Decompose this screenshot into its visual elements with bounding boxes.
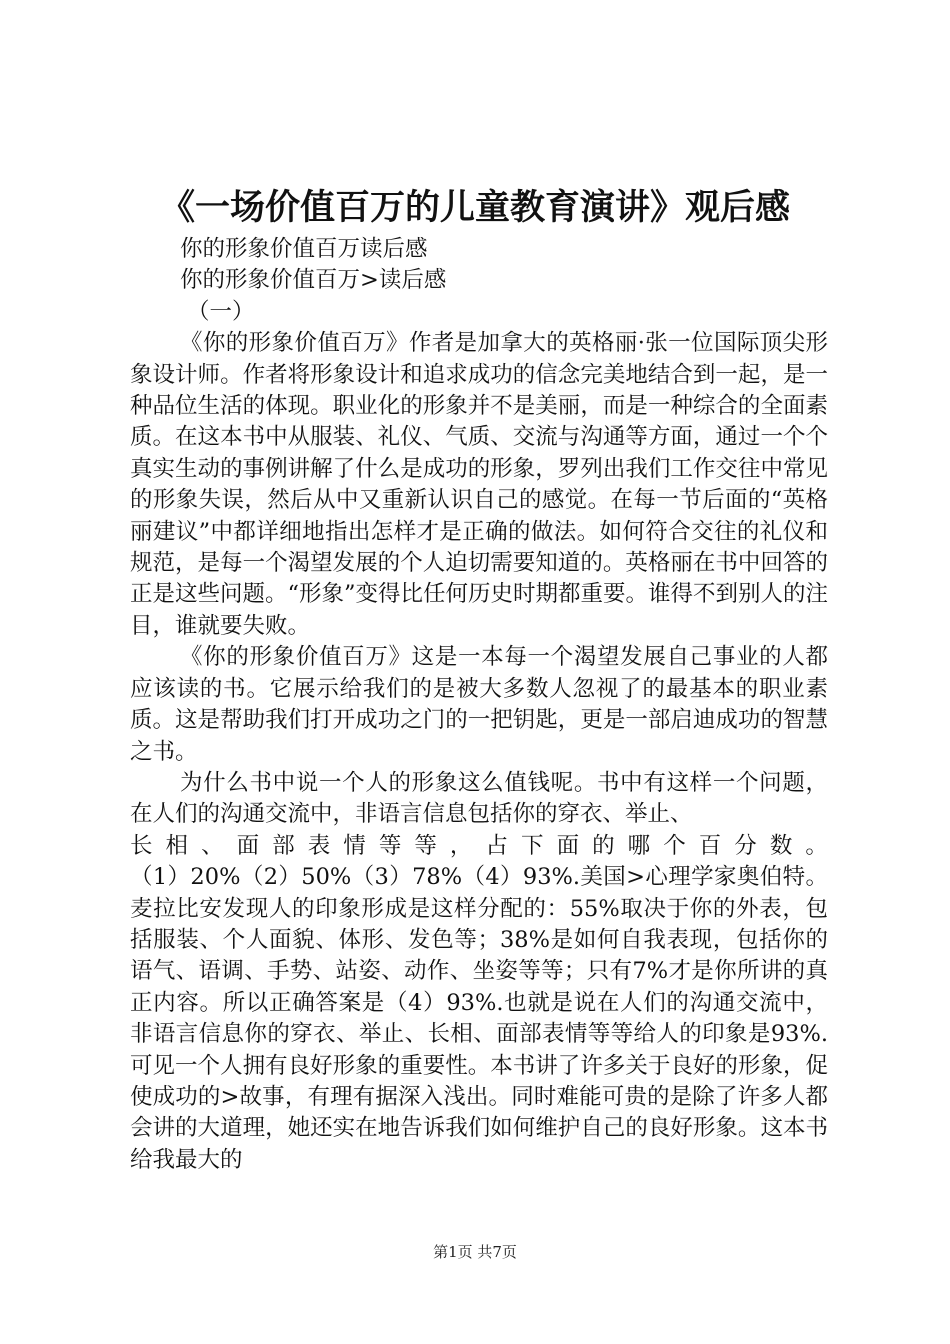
document-body <box>130 234 828 1176</box>
paragraph-3-spaced-line <box>130 831 828 862</box>
spaced-char: 情 <box>343 832 366 859</box>
document-title: 《一场价值百万的儿童教育演讲》观后感 <box>159 187 790 228</box>
section-marker: （一） <box>187 298 255 325</box>
spaced-char: 。 <box>805 832 828 859</box>
spaced-char: 、 <box>201 832 224 859</box>
spaced-char: 哪 <box>627 832 651 859</box>
paragraph-1: 《你的形象价值百万》作者是加拿大的英格丽·张一位国际顶尖形象设计师。作者将形象设计和追求成功的信念完美地结合到一起，是一种品位生活的体现。职业化的形象并不是美丽，而是一种综合的全面素质。在这本书中从服装、礼仪、气质、交流与沟通等方面，通过一个个真实生动的事例讲解了什么是成功的形象，罗列出我们工作交往中常见的形象失误，然后从中又重新认识自己的感觉。在每一节后面的“英格丽建议”中都详细地指出怎样才是正确的做法。如何符合交往的礼仪和规范，是每一个渴望发展的个人迫切需要知道的。英格丽在书中回答的正是这些问题。“形象”变得比任何历史时期都重要。谁得不到别人的注目，谁就要失败。 <box>130 330 829 639</box>
spaced-char: 相 <box>165 832 189 859</box>
subtitle-line-1: 你的形象价值百万读后感 <box>180 236 428 262</box>
spaced-char: 个 <box>663 832 686 859</box>
spaced-char: 等 <box>378 832 402 859</box>
spaced-char: 面 <box>556 832 580 859</box>
subtitle-line-2: 你的形象价值百万>读后感 <box>180 267 447 294</box>
spaced-char: 等 <box>414 832 437 859</box>
paragraph-3-intro: 为什么书中说一个人的形象这么值钱呢。书中有这样一个问题，在人们的沟通交流中，非语言信息包括你的穿衣、举止、 <box>130 769 828 828</box>
spaced-char: 分 <box>734 832 757 859</box>
spaced-char: 部 <box>272 832 295 859</box>
spaced-char: 长 <box>130 832 153 859</box>
paragraph-2: 《你的形象价值百万》这是一本每一个渴望发展自己事业的人都应该读的书。它展示给我们的是被大多数人忽视了的最基本的职业素质。这是帮助我们打开成功之门的一把钥匙，更是一部启迪成功的智慧之书。 <box>130 644 828 765</box>
spaced-char: 数 <box>769 832 793 859</box>
paragraph-3-continued: （1）20%（2）50%（3）78%（4）93%.美国>心理学家奥伯特。麦拉比安发现人的印象形成是这样分配的：55%取决于你的外表，包括服装、个人面貌、体形、发色等；38%是如何自我表现，包括你的语气、语调、手势、站姿、动作、坐姿等等；只有7%才是你所讲的真正内容。所以正确答案是（4）93%.也就是说在人们的沟通交流中，非语言信息你的穿衣、举止、长相、面部表情等等给人的印象是93%.可见一个人拥有良好形象的重要性。本书讲了许多关于良好的形象，促使成功的>故事，有理有据深入浅出。同时难能可贵的是除了许多人都会讲的大道理，她还实在地告诉我们如何维护自己的良好形象。这本书给我最大的 <box>130 864 828 1173</box>
spaced-char: 百 <box>698 832 722 859</box>
spaced-char: 的 <box>592 832 615 859</box>
spaced-char: ， <box>449 832 473 859</box>
spaced-char: 下 <box>521 832 544 859</box>
spaced-char: 占 <box>485 832 508 859</box>
page-number-footer: 第1页 共7页 <box>433 1243 517 1261</box>
spaced-char: 表 <box>307 832 331 859</box>
spaced-char: 面 <box>236 832 260 859</box>
